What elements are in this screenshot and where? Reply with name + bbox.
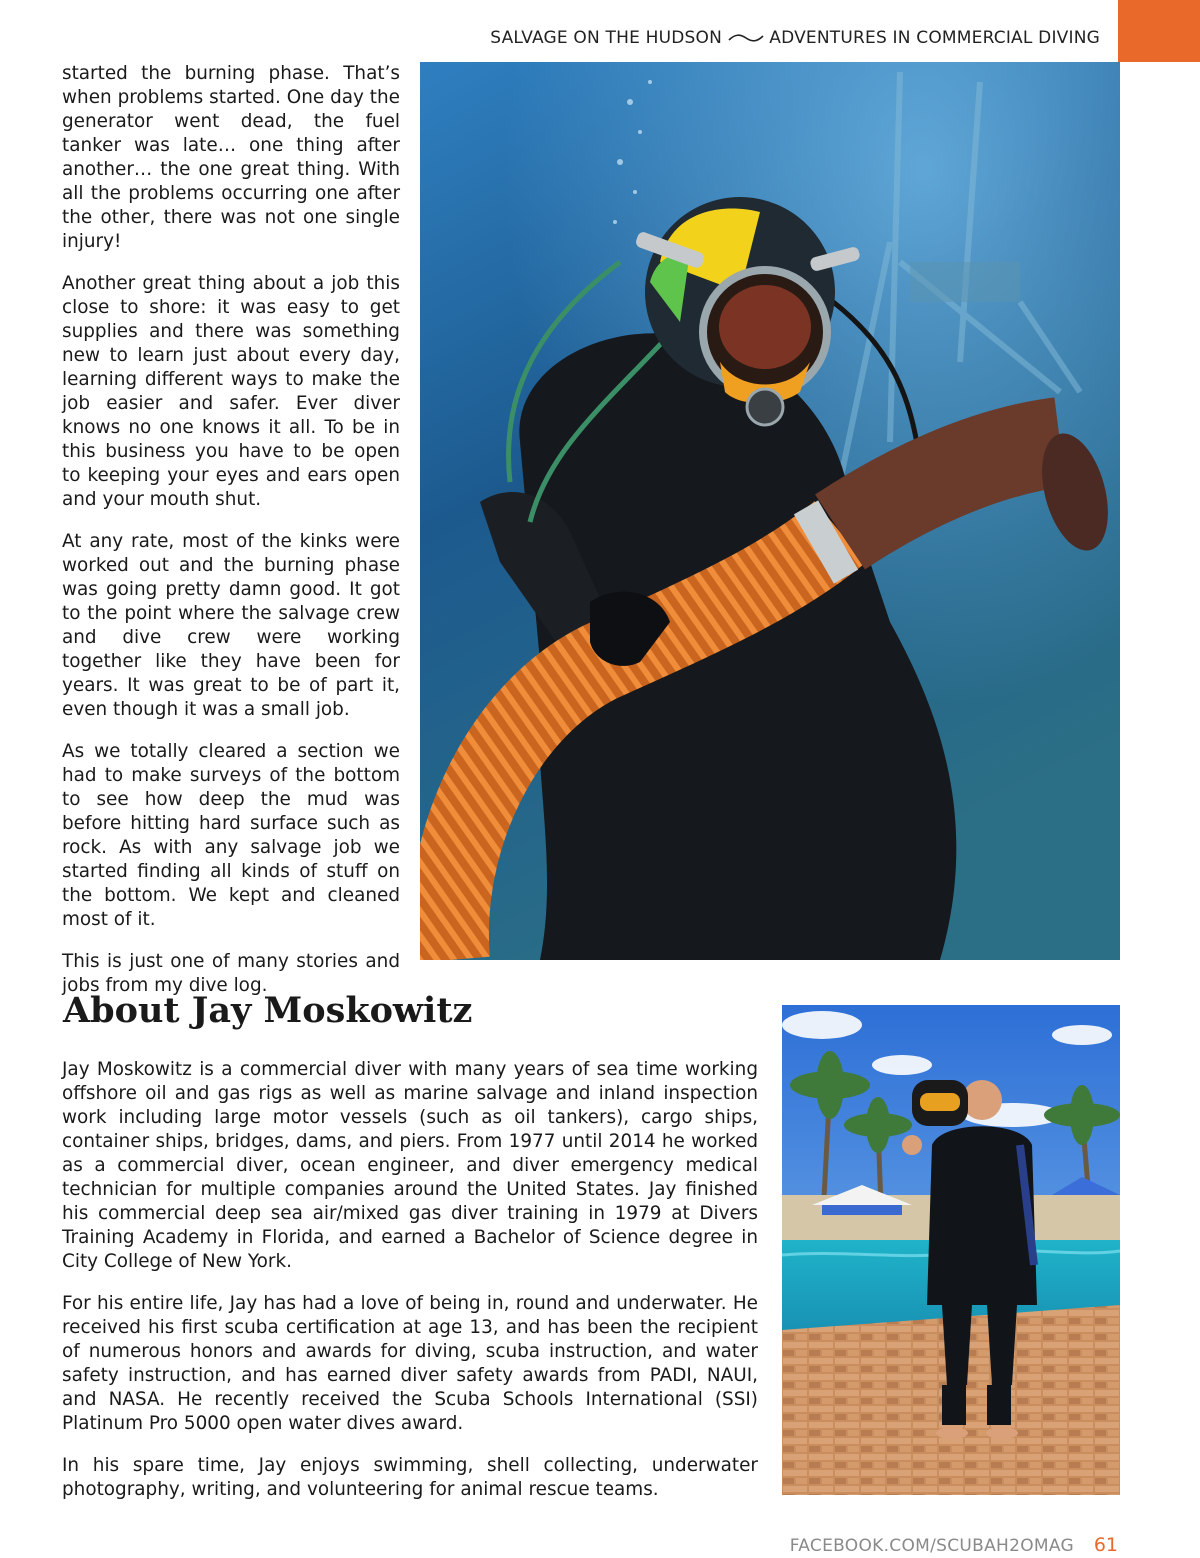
header-section-title: SALVAGE ON THE HUDSON — [490, 28, 723, 48]
wave-icon — [728, 32, 764, 44]
article-paragraph: As we totally cleared a section we had to make surveys of the bottom to see how deep the mud was before hitting hard surface such as rock. As with any salvage job we started finding all kinds of stuff on the bottom. We kept and cleaned most of it. — [62, 741, 400, 930]
bio-paragraph: For his entire life, Jay has had a love of being in, round and underwater. He received his first scuba certification at age 13, and has been the recipient of numerous honors and awards for diving, scuba instruction, and water safety instruction, and has earned diver safety awards from PADI, NAUI, and NASA. He recently received the Scuba Schools International (SSI) Platinum Pro 5000 open water dives award. — [62, 1293, 758, 1434]
article-left-column — [62, 62, 400, 1016]
article-paragraph: started the burning phase. That’s when problems started. One day the generator went dead, the fuel tanker was late… one thing after another… the one great thing. With all the problems occurring one after the other, there was not one single injury! — [62, 63, 400, 252]
running-header — [420, 28, 1100, 48]
author-poolside-photo — [782, 1005, 1120, 1495]
footer-facebook-link[interactable]: FACEBOOK.COM/SCUBAH2OMAG — [789, 1536, 1074, 1556]
diver-underwater-photo — [420, 62, 1120, 960]
header-series-title: ADVENTURES IN COMMERCIAL DIVING — [769, 28, 1100, 48]
page-number: 61 — [1093, 1534, 1118, 1556]
about-bio — [62, 1058, 758, 1520]
article-paragraph: This is just one of many stories and jobs from my dive log. — [62, 951, 400, 996]
article-paragraph: Another great thing about a job this close to shore: it was easy to get supplies and there was something new to learn just about every day, learning different ways to make the job easier and safer. Ever diver knows no one knows it all. To be in this business you have to be open to keeping your eyes and ears open and your mouth shut. — [62, 273, 400, 510]
bio-paragraph: Jay Moskowitz is a commercial diver with many years of sea time working offshore oil and gas rigs as well as marine salvage and inland inspection work including large motor vessels (such as oil tankers), cargo ships, container ships, bridges, dams, and piers. From 1977 until 2014 he worked as a commercial diver, ocean engineer, and diver emergency medical technician for multiple companies around the United States. Jay finished his commercial deep sea air/mixed gas diver training in 1979 at Divers Training Academy in Florida, and earned a Bachelor of Science degree in City College of New York. — [62, 1059, 758, 1272]
bio-paragraph: In his spare time, Jay enjoys swimming, shell collecting, underwater photography, writing, and volunteering for animal rescue teams. — [62, 1455, 758, 1500]
corner-accent-tab — [1118, 0, 1200, 62]
article-paragraph: At any rate, most of the kinks were worked out and the burning phase was going pretty damn good. It got to the point where the salvage crew and dive crew were working together like they have been for years. It was great to be of part it, even though it was a small job. — [62, 531, 400, 720]
about-heading: About Jay Moskowitz — [63, 990, 473, 1031]
